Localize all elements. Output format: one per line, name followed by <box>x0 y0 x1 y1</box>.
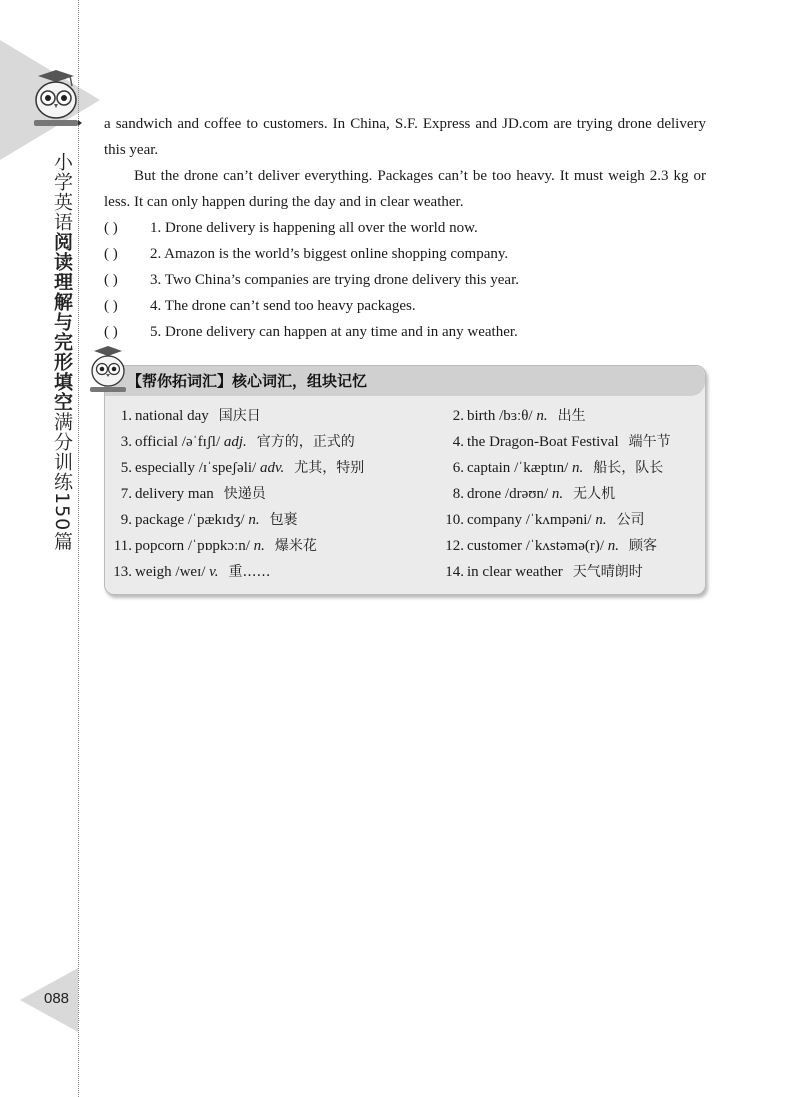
passage-paragraph-1: a sandwich and coffee to customers. In China, S.F. Express and JD.com are trying drone delivery this year. <box>104 116 706 158</box>
vocab-number: 8. <box>452 486 464 502</box>
vocab-item <box>432 536 657 556</box>
vocab-phonetic: /drəʊn/ <box>504 486 549 502</box>
vocab-meaning: 公司 <box>616 512 645 528</box>
vocab-meaning: 重…… <box>228 564 271 580</box>
vocab-word: in clear weather <box>467 564 563 580</box>
vocabulary-header <box>105 366 705 396</box>
vocab-word: weigh <box>135 564 172 580</box>
vocab-part-of-speech: n. <box>248 512 260 528</box>
vocab-number: 11. <box>113 538 132 554</box>
vocab-part-of-speech: n. <box>607 538 620 554</box>
passage-paragraph-2: But the drone can’t deliver everything. Packages can’t be too heavy. It must weigh 2.3 kg or less. It can only happen during the day and in clear weather. <box>104 168 706 210</box>
answer-bracket[interactable]: ( ) <box>104 324 118 340</box>
vocab-meaning: 包裹 <box>269 512 298 528</box>
vocabulary-box <box>104 365 706 595</box>
vocab-part-of-speech: n. <box>536 408 548 424</box>
vocab-meaning: 顾客 <box>629 538 658 554</box>
title-bold: 阅读理解与完形填空 <box>51 232 73 412</box>
vocab-number: 14. <box>445 564 464 580</box>
vocab-number: 3. <box>120 434 132 450</box>
vocab-item <box>100 432 355 452</box>
answer-bracket[interactable]: ( ) <box>104 220 118 236</box>
vocab-meaning: 快递员 <box>223 486 266 502</box>
title-light-1: 小学英语 <box>51 152 73 232</box>
vocab-word: package <box>135 512 185 528</box>
vocab-number: 10. <box>445 512 464 528</box>
question-text: 4. The drone can’t send too heavy packages. <box>150 298 416 314</box>
vocab-meaning: 爆米花 <box>274 538 317 554</box>
vocab-word: national day <box>135 408 209 424</box>
answer-bracket[interactable]: ( ) <box>104 272 118 288</box>
vocab-word: captain <box>467 460 511 476</box>
vocab-phonetic: /ˈpækɪdʒ/ <box>187 512 245 528</box>
vocab-word: delivery man <box>135 486 214 502</box>
answer-bracket[interactable]: ( ) <box>104 246 118 262</box>
binding-dotted-line <box>78 0 79 1097</box>
vocab-phonetic: /weɪ/ <box>175 564 206 580</box>
vocab-phonetic: /ˈkʌmpəni/ <box>525 512 592 528</box>
question-4 <box>104 293 416 319</box>
vocab-item <box>100 536 317 556</box>
vocab-word: drone <box>467 486 502 502</box>
vocab-number: 1. <box>120 408 132 424</box>
vocab-phonetic: /ˈpɒpkɔːn/ <box>187 538 250 554</box>
answer-bracket[interactable]: ( ) <box>104 298 118 314</box>
vocab-item <box>432 406 586 426</box>
vocab-item <box>432 458 663 478</box>
question-text: 3. Two China’s companies are trying drone delivery this year. <box>150 272 520 288</box>
vocab-item <box>100 510 298 530</box>
vocab-item <box>432 432 671 452</box>
book-title-vertical <box>48 152 74 551</box>
vocab-part-of-speech: n. <box>253 538 265 554</box>
vocab-meaning: 国庆日 <box>218 408 261 424</box>
page-number: 088 <box>44 990 70 1007</box>
vocab-number: 5. <box>120 460 132 476</box>
vocab-number: 12. <box>445 538 464 554</box>
vocab-meaning: 端午节 <box>628 434 671 450</box>
vocab-number: 6. <box>452 460 464 476</box>
vocab-phonetic: /əˈfɪʃl/ <box>181 434 221 450</box>
vocab-phonetic: /ˈkʌstəmə(r)/ <box>525 538 605 554</box>
vocab-item <box>100 458 364 478</box>
question-2 <box>104 241 508 267</box>
vocab-item <box>100 562 270 582</box>
vocab-word: especially <box>135 460 195 476</box>
vocab-part-of-speech: adv. <box>259 460 285 476</box>
vocab-part-of-speech: v. <box>209 564 219 580</box>
vocab-word: official <box>135 434 179 450</box>
vocab-part-of-speech: n. <box>595 512 607 528</box>
vocab-number: 13. <box>113 564 132 580</box>
vocab-phonetic: /ɪˈspeʃəli/ <box>198 460 257 476</box>
vocab-part-of-speech: n. <box>571 460 584 476</box>
vocab-number: 2. <box>452 408 464 424</box>
vocab-meaning: 官方的，正式的 <box>256 434 355 450</box>
vocab-part-of-speech: adj. <box>223 434 247 450</box>
owl-mascot-icon <box>30 68 82 134</box>
owl-small-icon <box>88 345 128 397</box>
question-3 <box>104 267 519 293</box>
question-text: 2. Amazon is the world’s biggest online shopping company. <box>150 246 509 262</box>
vocab-word: the Dragon-Boat Festival <box>467 434 619 450</box>
vocab-meaning: 天气晴朗时 <box>572 564 643 580</box>
title-light-2: 满分训练150篇 <box>51 412 73 552</box>
vocabulary-title: 【帮你拓词汇】核心词汇，组块记忆 <box>127 372 368 390</box>
vocab-number: 7. <box>120 486 132 502</box>
vocab-word: birth <box>467 408 496 424</box>
vocab-number: 9. <box>120 512 132 528</box>
vocab-part-of-speech: n. <box>551 486 564 502</box>
vocab-word: popcorn <box>135 538 185 554</box>
vocab-item <box>432 562 643 582</box>
vocab-meaning: 尤其，特别 <box>294 460 365 476</box>
vocab-meaning: 出生 <box>557 408 586 424</box>
vocab-word: customer <box>467 538 522 554</box>
vocab-meaning: 船长，队长 <box>593 460 664 476</box>
question-1 <box>104 215 478 241</box>
vocab-number: 4. <box>452 434 464 450</box>
vocab-item <box>100 484 266 504</box>
question-text: 1. Drone delivery is happening all over the world now. <box>150 220 478 236</box>
vocab-item <box>432 484 615 504</box>
vocab-item <box>432 510 645 530</box>
vocab-phonetic: /ˈkæptɪn/ <box>514 460 569 476</box>
vocab-item <box>100 406 261 426</box>
question-text: 5. Drone delivery can happen at any time and in any weather. <box>150 324 518 340</box>
question-5 <box>104 319 518 345</box>
vocab-word: company <box>467 512 522 528</box>
vocab-phonetic: /bɜːθ/ <box>499 408 533 424</box>
vocab-meaning: 无人机 <box>573 486 616 502</box>
